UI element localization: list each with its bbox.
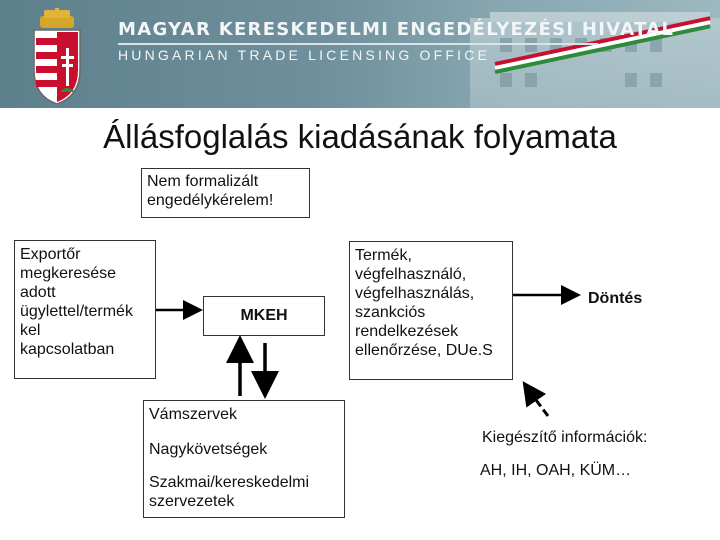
office-name-hungarian: MAGYAR KERESKEDELMI ENGEDÉLYEZÉSI HIVATAL [118,19,675,40]
building-window [525,38,537,52]
supplementary-to-checks-arrowhead [526,386,535,399]
organisations-label: Szakmai/kereskedelmi szervezetek [149,474,310,510]
mkeh-label: MKEH [240,307,288,324]
building-window [525,73,537,87]
supplementary-to-checks-arrow [533,396,548,416]
partners-box [143,400,345,518]
building-window [650,73,662,87]
checks-box [349,241,513,380]
header-banner [0,0,720,108]
building-window [625,73,637,87]
request-note-box [141,168,310,218]
supplementary-title: Kiegészítő információk: [482,429,648,446]
exporter-inquiry-box [14,240,156,379]
customs-label: Vámszervek [149,406,238,423]
supplementary-sources: AH, IH, OAH, KÜM… [480,462,632,479]
embassies-label: Nagykövetségek [149,441,268,458]
office-name-english: HUNGARIAN TRADE LICENSING OFFICE [118,47,491,63]
decision-label: Döntés [588,290,643,307]
exporter-inquiry-text: Exportőr megkeresése adott ügylettel/termék kel kapcsolatban [20,246,133,358]
slide-title: Állásfoglalás kiadásának folyamata [103,118,617,155]
hungarian-coat-of-arms-icon [22,8,92,108]
header-divider [118,43,598,45]
building-window [500,73,512,87]
checks-text: Termék, végfelhasználó, végfelhasználás, szankciós rendelkezések ellenőrzése, DUe.S [355,247,493,359]
request-note-text: Nem formalizált engedélykérelem! [147,173,274,209]
building-window [500,38,512,52]
mkeh-box [203,296,325,336]
